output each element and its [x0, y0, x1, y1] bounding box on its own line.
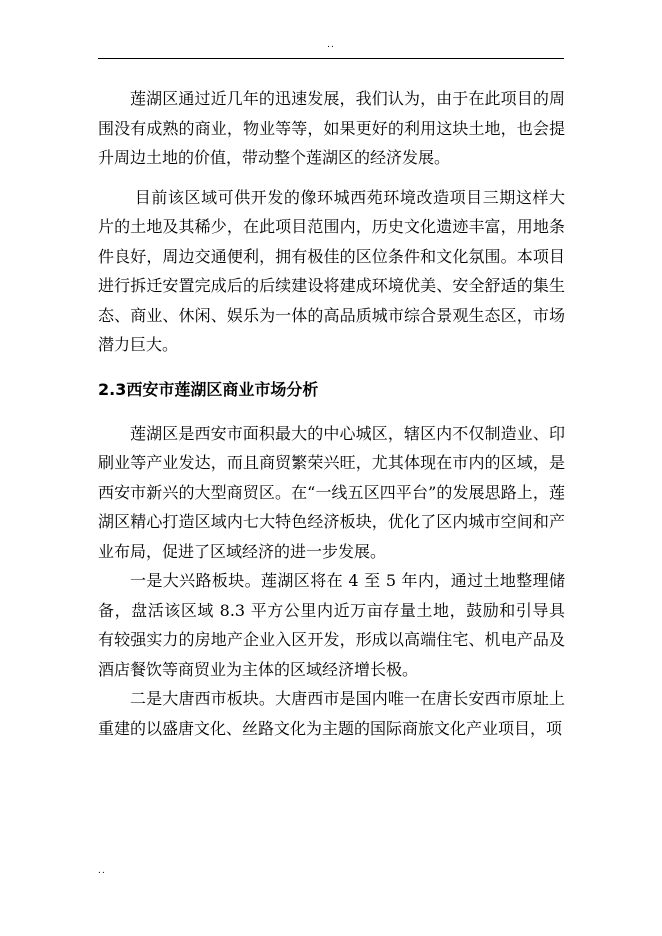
paragraph-gap	[98, 173, 565, 183]
paragraph-district-overview: 莲湖区是西安市面积最大的中心城区，辖区内不仅制造业、印刷业等产业发达，而且商贸繁荣兴旺，尤其体现在市内的区域，是西安市新兴的大型商贸区。在“一线五区四平台”的发展思路上，莲湖区精心打造区域内七大特色经济板块，优化了区内城市空间和产业布局，促进了区域经济的进一步发展。	[98, 423, 565, 561]
header-divider	[98, 58, 564, 59]
page-header-mark: ..	[327, 40, 335, 50]
section-heading: 2.3西安市莲湖区商业市场分析	[98, 379, 319, 399]
document-body	[98, 84, 565, 743]
page-footer-mark: ..	[98, 866, 106, 876]
paragraph-datang-west-market: 二是大唐西市板块。大唐西市是国内唯一在唐长安西市原址上重建的以盛唐文化、丝路文化为主题的国际商旅文化产业项目，项	[98, 689, 565, 738]
paragraph-land-availability: 目前该区域可供开发的像环城西苑环境改造项目三期这样大片的土地及其稀少，在此项目范围内，历史文化遗迹丰富，用地条件良好，周边交通便利，拥有极佳的区位条件和文化氛围。本项目进行拆迁安置完成后的后续建设将建成环境优美、安全舒适的集生态、商业、休闲、娱乐为一体的高品质城市综合景观生态区，市场潜力巨大。	[98, 187, 565, 354]
paragraph-daxing-road: 一是大兴路板块。莲湖区将在 4 至 5 年内，通过土地整理储备，盘活该区域 8.3 平方公里内近万亩存量土地，鼓励和引导具有较强实力的房地产企业入区开发，形成以高端住宅、机电产品及酒店餐饮等商贸业为主体的区域经济增长极。	[98, 571, 565, 679]
paragraph-lianhu-development: 莲湖区通过近几年的迅速发展，我们认为，由于在此项目的周围没有成熟的商业，物业等等，如果更好的利用这块土地，也会提升周边土地的价值，带动整个莲湖区的经济发展。	[98, 89, 565, 167]
